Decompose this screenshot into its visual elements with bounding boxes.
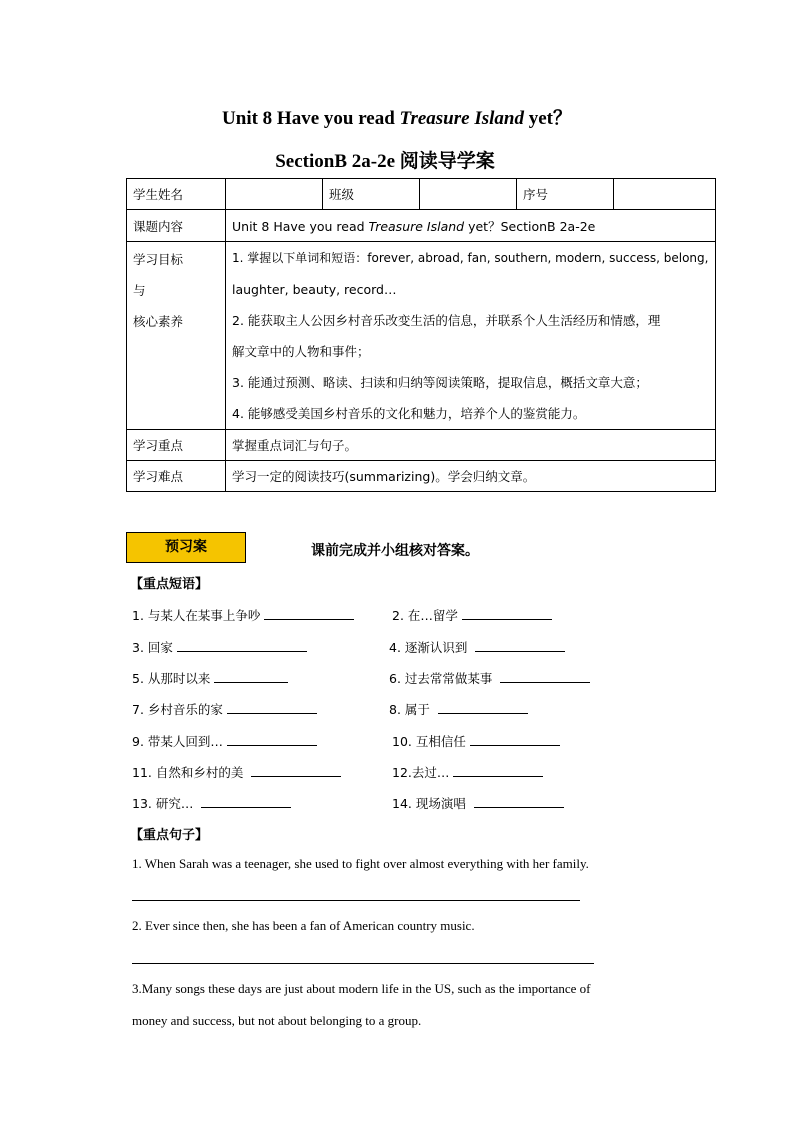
class-label: 班级 <box>323 179 420 210</box>
answer-blank[interactable] <box>475 638 565 652</box>
phrases-heading: 【重点短语】 <box>130 577 209 592</box>
student-name-label: 学生姓名 <box>127 179 226 210</box>
sentence-item: 3.Many songs these days are just about modern life in the US, such as the importance of <box>132 981 591 996</box>
seat-field[interactable] <box>614 179 716 210</box>
sentence-item: 2. Ever since then, she has been a fan of American country music. <box>132 918 475 933</box>
difficulty-label: 学习难点 <box>127 461 226 492</box>
document-title: Unit 8 Have you read Treasure Island yet？ <box>222 108 572 129</box>
phrase-item: 10. 互相信任 <box>392 732 560 750</box>
answer-blank[interactable] <box>474 794 564 808</box>
topic-label: 课题内容 <box>127 210 226 242</box>
objective-line: 1. 掌握以下单词和短语：forever, abroad, fan, southern, modern, success, belong, <box>232 250 709 265</box>
phrase-item: 13. 研究… <box>132 794 291 812</box>
phrase-item: 11. 自然和乡村的美 <box>132 763 341 781</box>
phrase-item: 2. 在…留学 <box>392 606 552 624</box>
answer-blank[interactable] <box>462 606 552 620</box>
preview-note: 课前完成并小组核对答案。 <box>311 543 479 559</box>
preview-badge: 预习案 <box>126 532 246 563</box>
answer-line[interactable] <box>132 900 580 901</box>
phrase-item: 6. 过去常常做某事 <box>389 669 590 687</box>
answer-blank[interactable] <box>453 763 543 777</box>
answer-blank[interactable] <box>227 700 317 714</box>
document-subtitle: SectionB 2a-2e 阅读导学案 <box>275 151 495 172</box>
sentence-item: 1. When Sarah was a teenager, she used to fight over almost everything with her family. <box>132 856 589 871</box>
answer-blank[interactable] <box>438 700 528 714</box>
answer-blank[interactable] <box>201 794 291 808</box>
answer-blank[interactable] <box>227 732 317 746</box>
objective-line: laughter, beauty, record… <box>232 281 397 297</box>
student-name-field[interactable] <box>226 179 323 210</box>
objective-line: 3. 能通过预测、略读、扫读和归纳等阅读策略，提取信息，概括文章大意； <box>232 374 648 390</box>
info-table <box>126 178 716 492</box>
difficulty-value: 学习一定的阅读技巧(summarizing)。学会归纳文章。 <box>226 461 716 492</box>
answer-blank[interactable] <box>470 732 560 746</box>
class-field[interactable] <box>420 179 517 210</box>
phrase-item: 12.去过… <box>392 763 543 781</box>
phrase-item: 7. 乡村音乐的家 <box>132 700 317 718</box>
sentence-item: money and success, but not about belonging to a group. <box>132 1013 422 1028</box>
answer-blank[interactable] <box>264 606 354 620</box>
objectives-label: 学习目标 与 核心素养 <box>127 242 226 430</box>
topic-value: Unit 8 Have you read Treasure Island yet？SectionB 2a-2e <box>226 210 716 242</box>
objectives-list <box>226 242 716 430</box>
objective-line: 解文章中的人物和事件； <box>232 343 370 359</box>
answer-blank[interactable] <box>177 638 307 652</box>
phrase-item: 1. 与某人在某事上争吵 <box>132 606 354 624</box>
answer-blank[interactable] <box>251 763 341 777</box>
seat-label: 序号 <box>517 179 614 210</box>
answer-line[interactable] <box>132 963 594 964</box>
focus-label: 学习重点 <box>127 430 226 461</box>
answer-blank[interactable] <box>500 669 590 683</box>
phrase-item: 4. 逐渐认识到 <box>389 638 565 656</box>
phrase-item: 3. 回家 <box>132 638 307 656</box>
objective-line: 4. 能够感受美国乡村音乐的文化和魅力，培养个人的鉴赏能力。 <box>232 405 586 421</box>
phrase-item: 14. 现场演唱 <box>392 794 564 812</box>
objective-line: 2. 能获取主人公因乡村音乐改变生活的信息，并联系个人生活经历和情感，理 <box>232 312 661 328</box>
phrase-item: 9. 带某人回到… <box>132 732 317 750</box>
sentences-heading: 【重点句子】 <box>130 828 209 843</box>
focus-value: 掌握重点词汇与句子。 <box>226 430 716 461</box>
phrase-item: 5. 从那时以来 <box>132 669 288 687</box>
phrase-item: 8. 属于 <box>389 700 528 718</box>
answer-blank[interactable] <box>214 669 288 683</box>
